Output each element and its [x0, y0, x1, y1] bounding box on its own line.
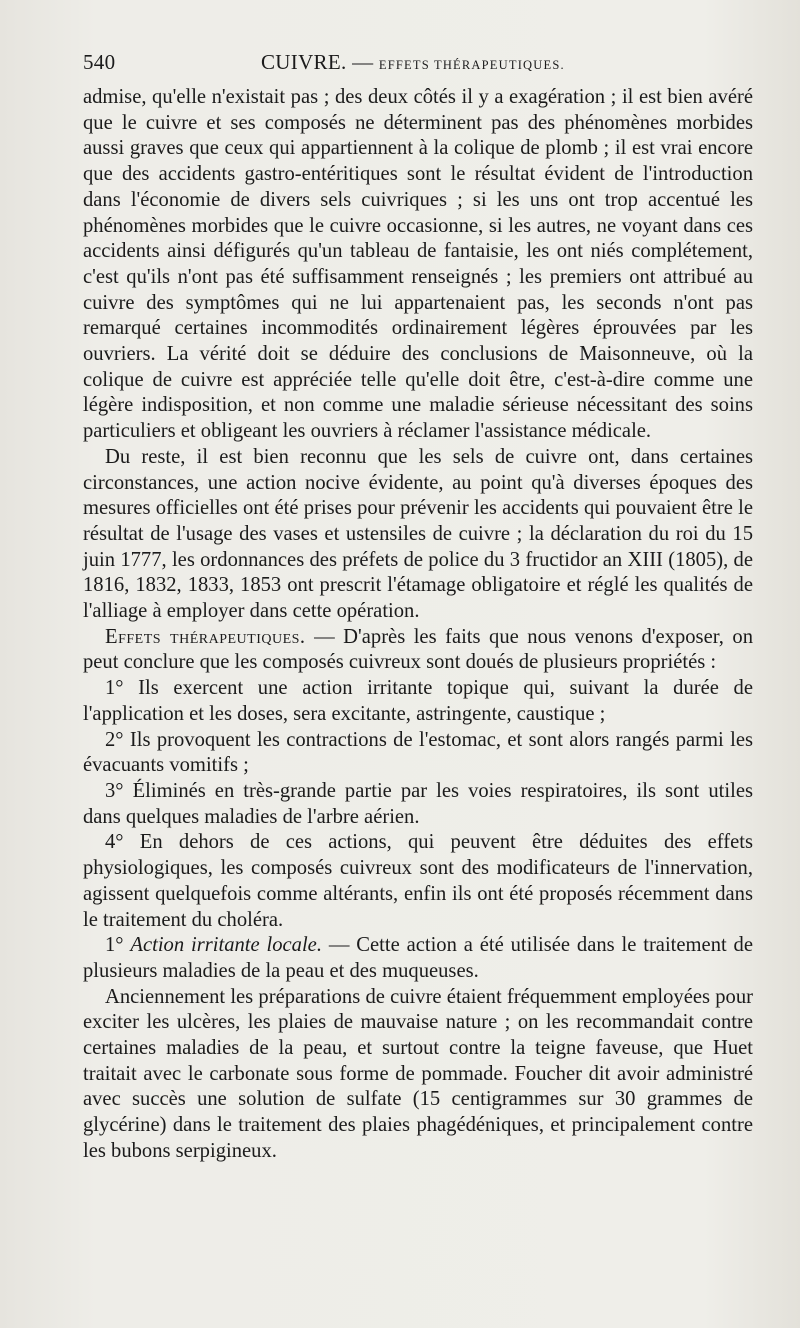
- title-dash: —: [346, 50, 379, 74]
- list-item: 1° Ils exercent une action irritante topique qui, suivant la durée de l'application et les doses, sera excitante, astringente, caustique ;: [83, 677, 753, 725]
- section-subtitle: EFFETS THÉRAPEUTIQUES.: [378, 58, 565, 72]
- paragraph-text: — D'après les faits que nous venons d'exposer, on peut conclure que les composés cuivreux sont doués de plusieurs propriétés :: [83, 625, 753, 674]
- list-item: 2° Ils provoquent les contractions de l'estomac, et sont alors rangés parmi les évacuants vomitifs ;: [83, 728, 753, 777]
- body-text: [83, 85, 753, 1165]
- running-title: [261, 50, 565, 75]
- section-heading: Effets thérapeutiques.: [105, 625, 306, 648]
- list-item: 3° Éliminés en très-grande partie par les voies respiratoires, ils sont utiles dans quelques maladies de l'arbre aérien.: [83, 779, 753, 828]
- list-item: 4° En dehors de ces actions, qui peuvent être déduites des effets physiologiques, les composés cuivreux sont des modificateurs de l'innervation, agissent quelquefois comme altérants, enfin ils ont été proposés récemment dans le traitement du choléra.: [83, 831, 753, 931]
- paragraph: [83, 625, 753, 676]
- running-header: [83, 50, 753, 82]
- paragraph: Du reste, il est bien reconnu que les sels de cuivre ont, dans certaines circonstances, une action nocive évidente, au point qu'à diverses époques des mesures officielles ont été prises pour prévenir les accidents qui pouvaient être le résultat de l'usage des vases et ustensiles de cuivre ; la déclaration du roi du 15 juin 1777, les ordonnances des préfets de police du 3 fructidor an XIII (1805), de 1816, 1832, 1833, 1853 ont prescrit l'étamage obligatoire et réglé les qualités de l'alliage à employer dans cette opération.: [83, 445, 753, 623]
- paragraph: [83, 933, 753, 984]
- paragraph-text: — Cette action a été utilisée dans le traitement de plusieurs maladies de la peau et des muqueuses.: [83, 934, 753, 982]
- page-number: 540: [83, 50, 116, 74]
- paragraph: Anciennement les préparations de cuivre étaient fréquemment employées pour exciter les ulcères, les plaies de mauvaise nature ; on les recommandait contre certaines maladies de la peau, et surtout contre la teigne faveuse, que Huet traitait avec le carbonate sous forme de pommade. Foucher dit avoir administré avec succès une solution de sulfate (15 centigrammes sur 30 grammes de glycérine) dans le traitement des plaies phagédéniques, et principalement contre les bubons serpigineux.: [83, 985, 753, 1162]
- subsection-heading: Action irritante locale.: [130, 934, 322, 957]
- subsection-number: 1°: [105, 934, 131, 957]
- paragraph: admise, qu'elle n'existait pas ; des deux côtés il y a exagération ; il est bien avéré que le cuivre et ses composés ne déterminent pas des phénomènes morbides aussi graves que ceux qui appartiennent à la colique de plomb ; il est vrai encore que des accidents gastro-entéritiques sont le résultat évident de l'introduction dans l'économie de divers sels cuivriques ; si les uns ont trop accentué les phénomènes morbides que le cuivre occasionne, si les autres, ne voyant dans ces accidents ainsi défigurés qu'un tableau de fantaisie, les ont niés complétement, c'est qu'ils n'ont pas été suffisamment renseignés ; les premiers ont attribué au cuivre des symptômes qui ne lui appartenaient pas, les seconds n'ont pas remarqué certaines incommodités ordinairement légères éprouvées par les ouvriers. La vérité doit se déduire des conclusions de Maisonneuve, où la colique de cuivre est appréciée telle qu'elle doit être, c'est-à-dire comme une légère indisposition, et non comme une maladie sérieuse nécessitant des soins particuliers et obligeant les ouvriers à réclamer l'assistance médicale.: [83, 86, 753, 443]
- chapter-title: CUIVRE.: [261, 50, 347, 74]
